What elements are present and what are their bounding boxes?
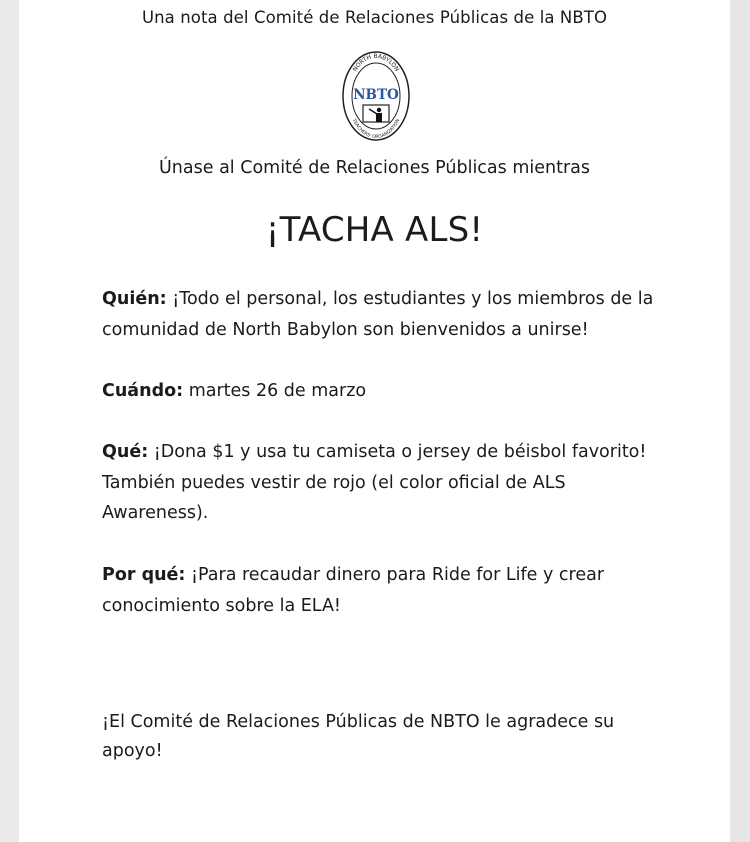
header-note: Una nota del Comité de Relaciones Públicas de la NBTO bbox=[141, 8, 608, 27]
who-label: Quién: bbox=[102, 289, 167, 309]
document-page bbox=[19, 0, 730, 842]
when-label: Cuándo: bbox=[102, 381, 184, 401]
who-paragraph bbox=[102, 284, 662, 345]
why-paragraph bbox=[102, 560, 662, 621]
when-text: martes 26 de marzo bbox=[183, 381, 367, 401]
what-paragraph bbox=[102, 437, 662, 529]
thanks-paragraph: ¡El Comité de Relaciones Públicas de NBTO le agradece su apoyo! bbox=[102, 712, 615, 761]
when-paragraph bbox=[102, 376, 662, 407]
logo-ring-bottom: TEACHERS' ORGANIZATION bbox=[350, 118, 402, 141]
why-label: Por qué: bbox=[102, 565, 186, 585]
logo-acronym: NBTO bbox=[353, 87, 399, 103]
page-edge bbox=[730, 0, 750, 842]
logo-ring-top: NORTH BABYLON bbox=[351, 52, 401, 73]
headline: ¡TACHA ALS! bbox=[265, 210, 484, 250]
why-text: ¡Para recaudar dinero para Ride for Life y crear conocimiento sobre la ELA! bbox=[102, 565, 605, 616]
what-label: Qué: bbox=[102, 442, 149, 462]
intro-text: Únase al Comité de Relaciones Públicas mientras bbox=[159, 158, 590, 178]
what-text: ¡Dona $1 y usa tu camiseta o jersey de béisbol favorito! También puedes vestir de rojo (el color oficial de ALS Awareness). bbox=[102, 442, 647, 523]
who-text: ¡Todo el personal, los estudiantes y los miembros de la comunidad de North Babylon son bienvenidos a unirse! bbox=[102, 289, 654, 340]
nbto-logo bbox=[341, 50, 411, 142]
